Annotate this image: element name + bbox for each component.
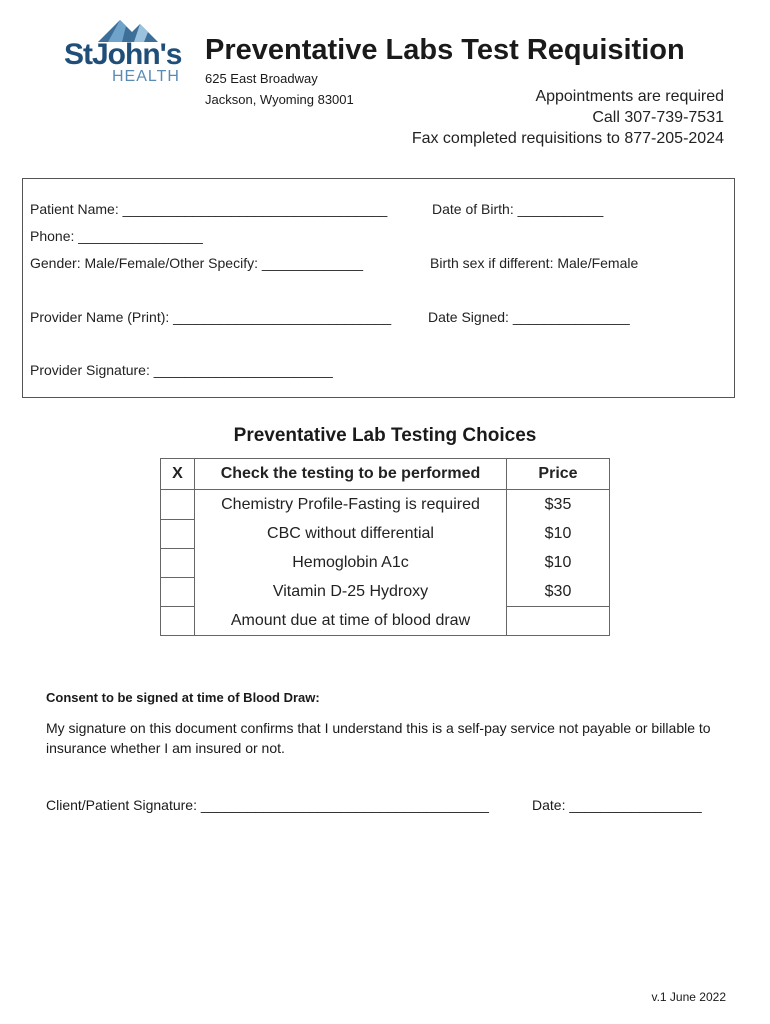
test-cell: Chemistry Profile-Fasting is required	[195, 490, 507, 520]
provider-signature-field[interactable]: Provider Signature: _______________________	[30, 362, 333, 378]
test-cell: Amount due at time of blood draw	[195, 607, 507, 636]
gender-field[interactable]: Gender: Male/Female/Other Specify: _____________	[30, 255, 364, 271]
checkbox-cell[interactable]	[161, 490, 195, 520]
address-line-2: Jackson, Wyoming 83001	[205, 92, 354, 107]
table-row	[161, 490, 610, 520]
consent-date-field[interactable]: Date: _________________	[532, 797, 702, 813]
col-price-header: Price	[507, 459, 610, 490]
labs-section-title: Preventative Lab Testing Choices	[233, 425, 537, 446]
logo-health: HEALTH	[112, 68, 180, 85]
client-signature-field[interactable]: Client/Patient Signature: _____________________________________	[46, 797, 489, 813]
table-header-row	[161, 459, 610, 490]
checkbox-cell[interactable]	[161, 607, 195, 636]
birth-sex-field[interactable]: Birth sex if different: Male/Female	[430, 255, 639, 271]
price-cell[interactable]	[507, 607, 610, 636]
table-row	[161, 578, 610, 607]
version-label: v.1 June 2022	[651, 990, 726, 1004]
checkbox-cell[interactable]	[161, 549, 195, 578]
st-johns-logo	[64, 16, 194, 86]
test-cell: Hemoglobin A1c	[195, 549, 507, 578]
address-line-1: 625 East Broadway	[205, 71, 318, 86]
consent-text: My signature on this document confirms that I understand this is a self-pay service not payable or billable to insurance whether I am insured or not.	[46, 720, 711, 756]
price-cell: $10	[507, 520, 610, 549]
date-signed-field[interactable]: Date Signed: _______________	[428, 309, 630, 325]
provider-name-field[interactable]: Provider Name (Print): ____________________________	[30, 309, 392, 325]
test-cell: CBC without differential	[195, 520, 507, 549]
col-test-header: Check the testing to be performed	[195, 459, 507, 490]
phone-field[interactable]: Phone: ________________	[30, 228, 203, 244]
page-title: Preventative Labs Test Requisition	[205, 34, 685, 66]
labs-table	[160, 458, 610, 636]
col-x-header: X	[161, 459, 195, 490]
appointments-required: Appointments are required	[535, 88, 724, 105]
call-number: Call 307-739-7531	[592, 109, 724, 126]
patient-name-field[interactable]: Patient Name: __________________________________	[30, 201, 388, 217]
checkbox-cell[interactable]	[161, 578, 195, 607]
table-row	[161, 520, 610, 549]
consent-heading: Consent to be signed at time of Blood Draw:	[46, 690, 320, 705]
dob-field[interactable]: Date of Birth: ___________	[432, 201, 604, 217]
checkbox-cell[interactable]	[161, 520, 195, 549]
price-cell: $35	[507, 490, 610, 520]
table-row	[161, 549, 610, 578]
price-cell: $10	[507, 549, 610, 578]
price-cell: $30	[507, 578, 610, 607]
table-row	[161, 607, 610, 636]
test-cell: Vitamin D-25 Hydroxy	[195, 578, 507, 607]
logo-name: StJohn's	[64, 38, 182, 71]
fax-number: Fax completed requisitions to 877-205-2024	[411, 130, 724, 147]
